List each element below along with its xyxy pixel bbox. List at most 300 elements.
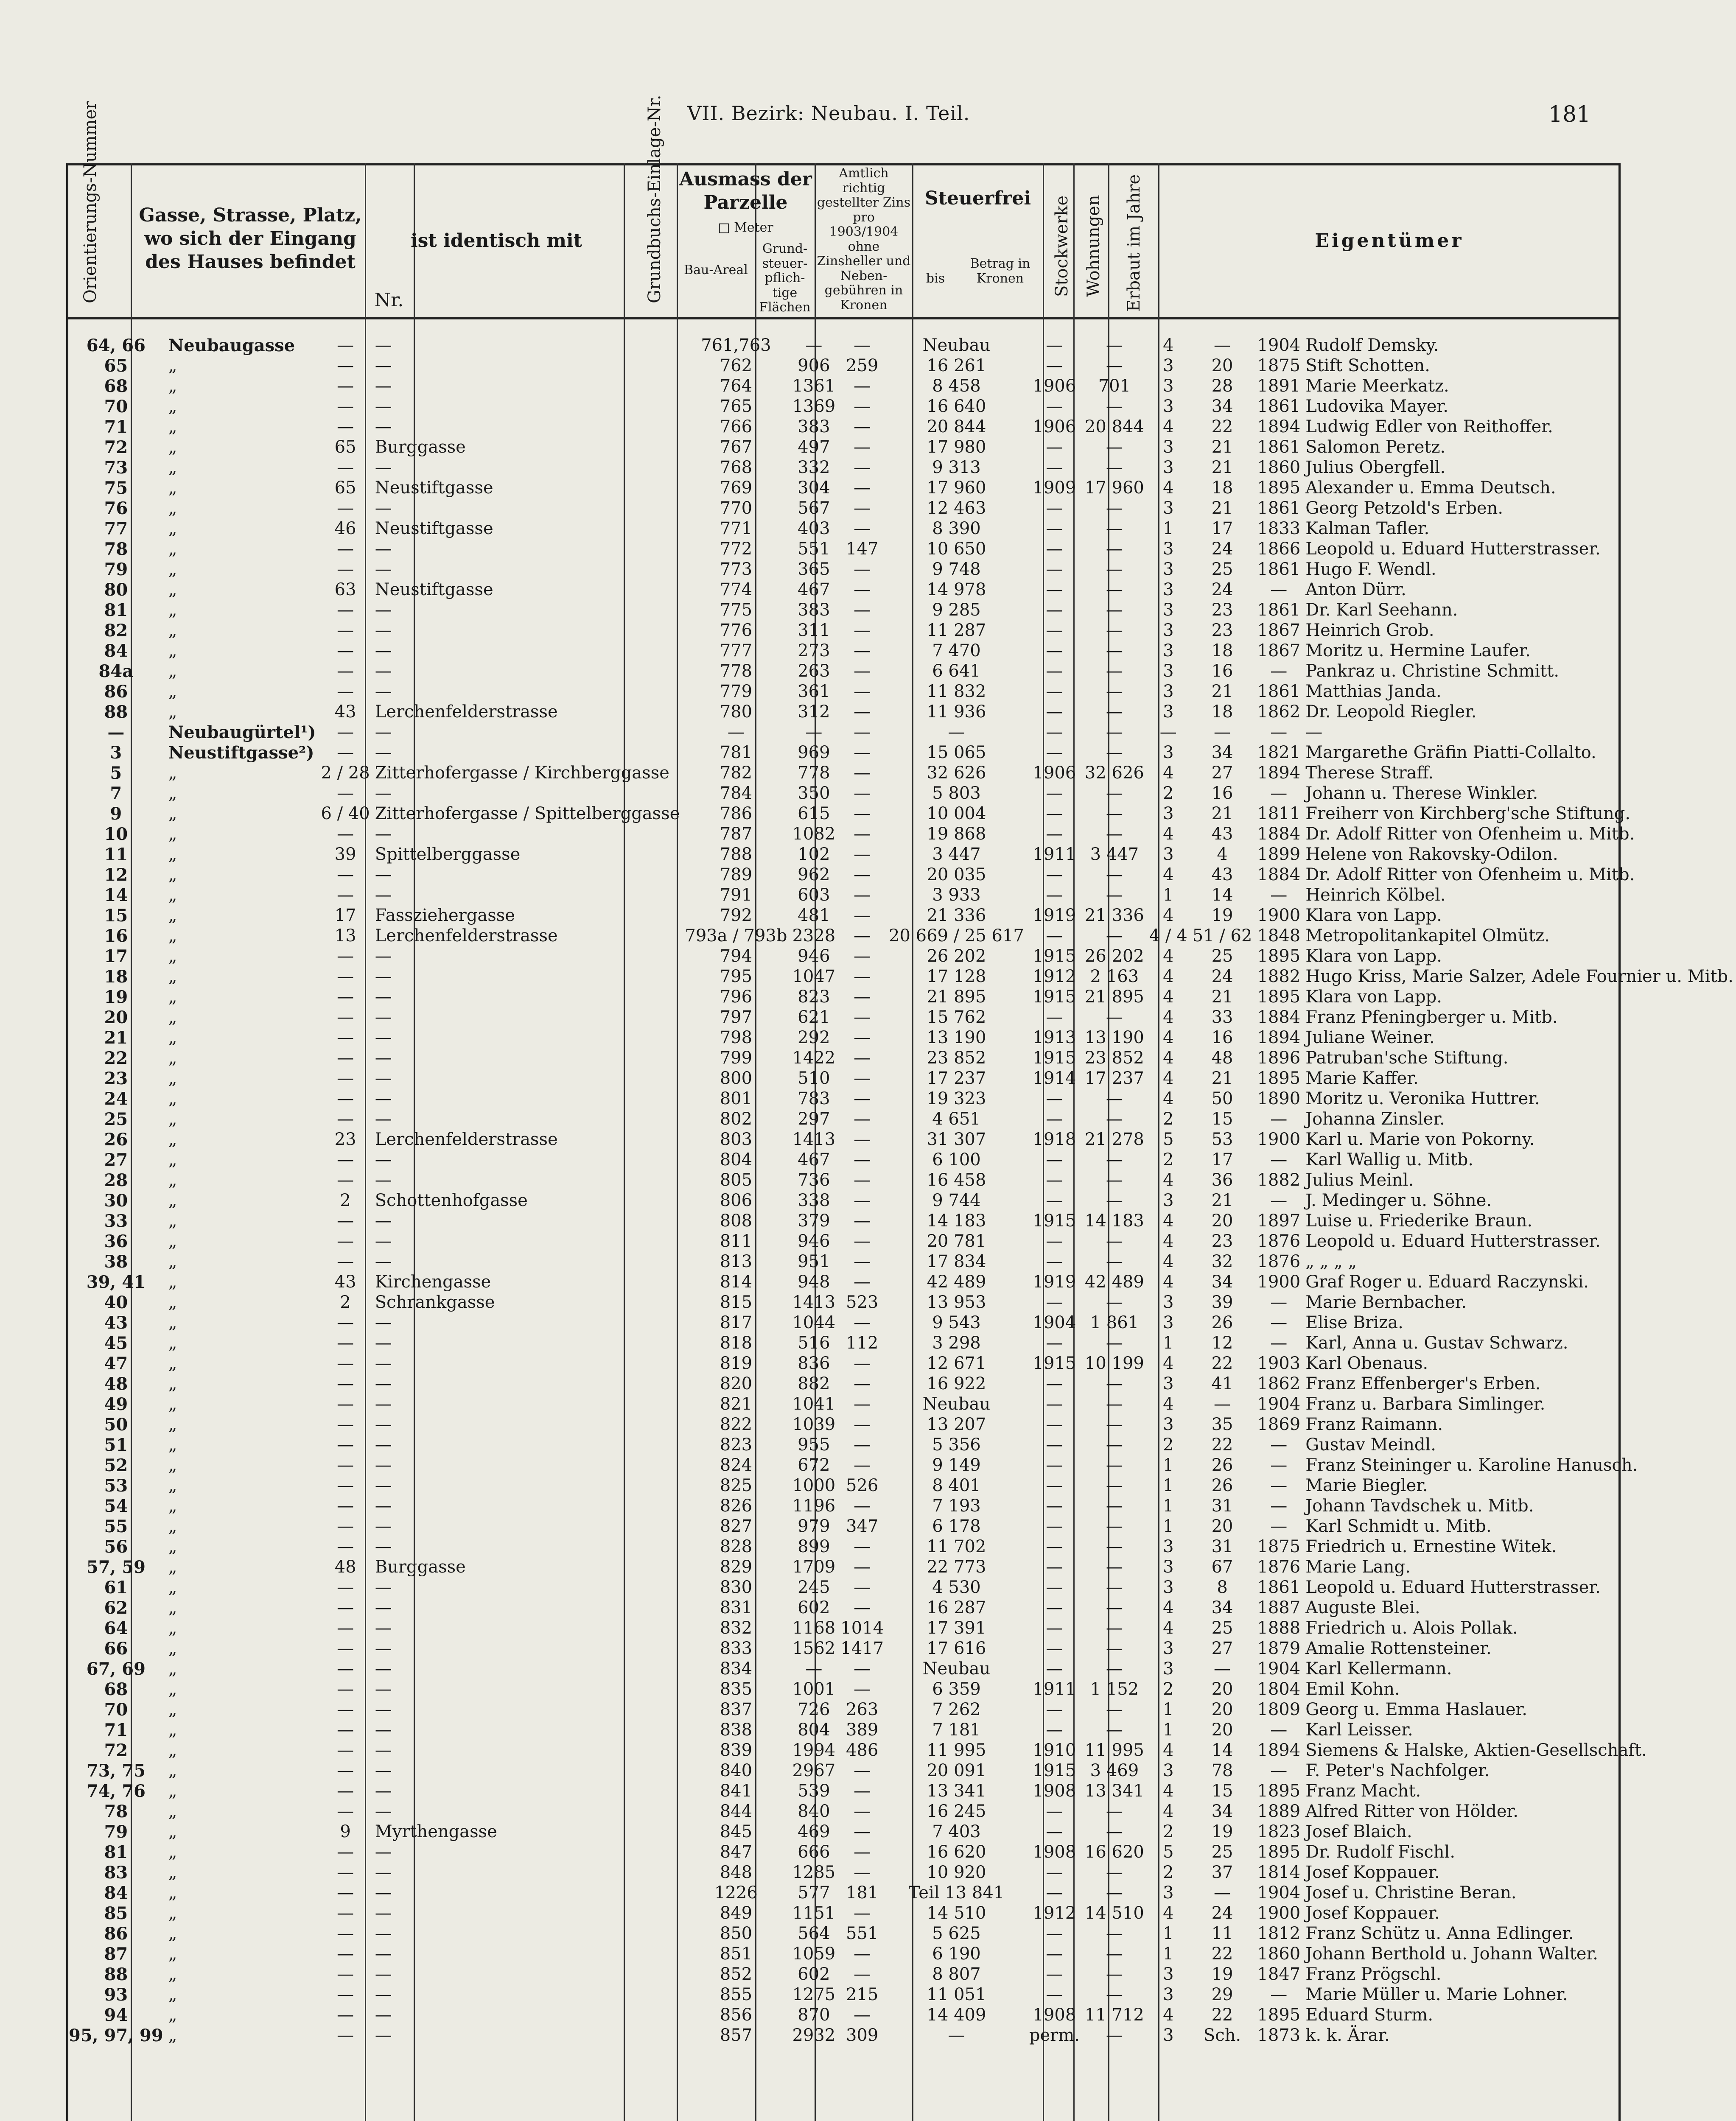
table-row	[66, 1557, 1736, 1577]
cell-wohnungen: 34	[1211, 743, 1233, 762]
cell-zins: 13 207	[927, 1415, 986, 1434]
cell-ident-nr: —	[337, 458, 354, 477]
cell-bau-areal: 481	[798, 906, 830, 925]
cell-zins: 5 803	[932, 783, 981, 803]
cell-eigentuemer: Helene von Rakovsky-Odilon.	[1305, 845, 1558, 864]
cell-wohnungen: 43	[1211, 865, 1233, 884]
cell-wohnungen: 41	[1211, 1374, 1233, 1393]
cell-eigentuemer: Karl, Anna u. Gustav Schwarz.	[1305, 1333, 1568, 1353]
header-grundsteuer: Grund-steuer-pflich-tige Flächen	[759, 241, 811, 315]
cell-ident-strasse: —	[375, 621, 392, 640]
cell-bau-areal: 510	[798, 1069, 830, 1088]
cell-steuerfrei-betrag: —	[1106, 885, 1123, 905]
cell-eigentuemer: Alfred Ritter von Hölder.	[1305, 1802, 1518, 1821]
cell-einlage: 834	[720, 1659, 753, 1679]
cell-eigentuemer: Marie Meerkatz.	[1305, 376, 1449, 396]
header-grundbuch: Grundbuchs-Einlage-Nr.	[645, 95, 664, 303]
cell-wohnungen: 78	[1211, 1761, 1233, 1780]
cell-steuerpflichtig: —	[854, 926, 871, 946]
header-wohnungen: Wohnungen	[1084, 195, 1103, 297]
cell-stockwerke: 4	[1163, 946, 1174, 966]
cell-eigentuemer: Josef Koppauer.	[1305, 1863, 1440, 1882]
cell-erbaut: —	[1270, 1720, 1288, 1740]
cell-gasse: „	[168, 1150, 177, 1170]
cell-stockwerke: 1	[1163, 1476, 1174, 1495]
cell-zins: 17 834	[927, 1252, 986, 1271]
cell-stockwerke: 3	[1163, 458, 1174, 477]
cell-erbaut: 1895	[1257, 1842, 1301, 1862]
cell-zins: 7 193	[932, 1496, 981, 1516]
cell-steuerpflichtig: —	[854, 1089, 871, 1108]
cell-steuerpflichtig: —	[854, 1802, 871, 1821]
cell-einlage: 811	[720, 1231, 753, 1251]
cell-zins: 17 616	[927, 1639, 986, 1658]
cell-steuerfrei-bis: —	[1046, 1089, 1063, 1108]
cell-ident-strasse: Lerchenfelderstrasse	[375, 702, 558, 722]
cell-steuerfrei-bis: —	[1046, 885, 1063, 905]
table-row	[66, 946, 1736, 966]
cell-stockwerke: 4	[1163, 1211, 1174, 1231]
cell-steuerpflichtig: —	[854, 1578, 871, 1597]
cell-steuerfrei-betrag: 1 861	[1090, 1313, 1139, 1332]
cell-erbaut: 1848	[1257, 926, 1301, 946]
cell-eigentuemer: Julius Meinl.	[1305, 1170, 1414, 1190]
cell-ident-nr: —	[337, 1618, 354, 1638]
table-row	[66, 1068, 1736, 1088]
cell-steuerfrei-bis: —	[1046, 1170, 1063, 1190]
cell-stockwerke: 4	[1163, 1354, 1174, 1373]
cell-gasse: „	[168, 1130, 177, 1149]
cell-einlage: 772	[720, 539, 753, 559]
cell-bau-areal: 1001	[792, 1679, 836, 1699]
cell-ident-nr: —	[337, 1985, 354, 2004]
cell-steuerfrei-betrag: —	[1106, 661, 1123, 681]
cell-bau-areal: 1285	[792, 1863, 836, 1882]
cell-bau-areal: 273	[798, 641, 830, 660]
cell-steuerfrei-bis: —	[1046, 1007, 1063, 1027]
cell-eigentuemer: Karl Wallig u. Mitb.	[1305, 1150, 1474, 1170]
table-row	[66, 1638, 1736, 1659]
cell-steuerpflichtig: —	[854, 417, 871, 437]
cell-steuerpflichtig: —	[854, 1272, 871, 1292]
cell-eigentuemer: Klara von Lapp.	[1305, 906, 1442, 925]
cell-steuerpflichtig: —	[854, 743, 871, 762]
cell-bau-areal: 672	[798, 1455, 830, 1475]
cell-zins: 7 262	[932, 1700, 981, 1719]
cell-wohnungen: 17	[1211, 1150, 1233, 1170]
cell-stockwerke: 3	[1163, 621, 1174, 640]
cell-bau-areal: 906	[798, 356, 830, 375]
cell-ident-strasse: —	[375, 1740, 392, 1760]
cell-zins: 3 933	[932, 885, 981, 905]
cell-steuerfrei-betrag: —	[1106, 519, 1123, 538]
cell-steuerpflichtig: —	[854, 458, 871, 477]
cell-steuerpflichtig: —	[854, 967, 871, 986]
cell-steuerfrei-bis: —	[1046, 1639, 1063, 1658]
cell-steuerfrei-betrag: 23 852	[1084, 1048, 1144, 1068]
cell-gasse: „	[168, 1598, 177, 1617]
cell-erbaut: 1814	[1257, 1863, 1301, 1882]
cell-zins: 16 287	[927, 1598, 986, 1617]
cell-zins: 8 458	[932, 376, 981, 396]
cell-bau-areal: 870	[798, 2005, 830, 2025]
cell-bau-areal: 1562	[792, 1639, 836, 1658]
cell-einlage: 817	[720, 1313, 753, 1332]
cell-bau-areal: 2328	[792, 926, 836, 946]
table-row	[66, 926, 1736, 946]
cell-eigentuemer: Margarethe Gräfin Piatti-Collalto.	[1305, 743, 1596, 762]
cell-eigentuemer: Johann u. Therese Winkler.	[1305, 783, 1538, 803]
cell-stockwerke: 4	[1163, 478, 1174, 498]
cell-ident-nr: —	[337, 1394, 354, 1414]
cell-steuerfrei-bis: —	[1046, 1150, 1063, 1170]
cell-ident-strasse: —	[375, 682, 392, 701]
table-row	[66, 2025, 1736, 2045]
cell-erbaut: 1894	[1257, 417, 1301, 437]
cell-stockwerke: 2	[1163, 1435, 1174, 1455]
cell-steuerfrei-betrag: —	[1106, 356, 1123, 375]
table-row	[66, 1516, 1736, 1536]
cell-erbaut: —	[1270, 1455, 1288, 1475]
cell-orientierung: —	[107, 722, 125, 742]
cell-zins: 15 065	[927, 743, 986, 762]
table-row	[66, 437, 1736, 457]
cell-wohnungen: 32	[1211, 1252, 1233, 1271]
cell-erbaut: —	[1270, 1517, 1288, 1536]
cell-stockwerke: 4	[1163, 967, 1174, 986]
cell-ident-nr: —	[337, 1354, 354, 1373]
cell-steuerfrei-betrag: 26 202	[1084, 946, 1144, 966]
cell-wohnungen: 21	[1211, 437, 1233, 457]
cell-steuerpflichtig: —	[854, 1048, 871, 1068]
cell-steuerpflichtig: —	[854, 1537, 871, 1556]
cell-steuerfrei-betrag: —	[1106, 458, 1123, 477]
cell-orientierung: 72	[104, 437, 128, 457]
cell-steuerfrei-bis: —	[1046, 1537, 1063, 1556]
cell-erbaut: 1891	[1257, 376, 1301, 396]
cell-steuerfrei-bis: 1914	[1033, 1069, 1076, 1088]
cell-gasse: „	[168, 539, 177, 559]
cell-ident-strasse: —	[375, 1089, 392, 1108]
cell-bau-areal: 836	[798, 1354, 830, 1373]
cell-einlage: 789	[720, 865, 753, 884]
cell-ident-nr: —	[337, 1537, 354, 1556]
cell-steuerfrei-betrag: 701	[1098, 376, 1131, 396]
cell-steuerfrei-bis: —	[1046, 1863, 1063, 1882]
cell-ident-nr: —	[337, 987, 354, 1007]
header-stockwerke: Stockwerke	[1052, 195, 1072, 297]
cell-stockwerke: 3	[1163, 437, 1174, 457]
cell-orientierung: 27	[104, 1150, 128, 1170]
cell-stockwerke: 3	[1163, 1415, 1174, 1434]
table-row	[66, 1251, 1736, 1272]
cell-eigentuemer: Emil Kohn.	[1305, 1679, 1400, 1699]
cell-steuerfrei-betrag: —	[1106, 1863, 1123, 1882]
cell-ident-strasse: —	[375, 600, 392, 620]
cell-orientierung: 23	[104, 1068, 128, 1088]
cell-ident-strasse: —	[375, 1394, 392, 1414]
cell-erbaut: —	[1270, 661, 1288, 681]
cell-einlage: 825	[720, 1476, 753, 1495]
cell-stockwerke: 3	[1163, 1964, 1174, 1984]
cell-stockwerke: 1	[1163, 1924, 1174, 1943]
table-row	[66, 1536, 1736, 1557]
cell-einlage: 850	[720, 1924, 753, 1943]
cell-ident-nr: —	[337, 1740, 354, 1760]
cell-steuerfrei-betrag: —	[1106, 397, 1123, 416]
cell-gasse: „	[168, 1700, 177, 1719]
cell-erbaut: 1804	[1257, 1679, 1301, 1699]
cell-ident-nr: 6 / 40	[321, 804, 370, 823]
cell-orientierung: 76	[104, 498, 128, 518]
table-row	[66, 966, 1736, 987]
cell-orientierung: 33	[104, 1211, 128, 1231]
cell-einlage: 857	[720, 2026, 753, 2045]
cell-zins: 14 510	[927, 1903, 986, 1923]
cell-bau-areal: 804	[798, 1720, 830, 1740]
cell-steuerfrei-betrag: —	[1106, 1089, 1123, 1108]
cell-ident-strasse: —	[375, 376, 392, 396]
cell-bau-areal: 467	[798, 1150, 830, 1170]
cell-steuerpflichtig: —	[854, 478, 871, 498]
cell-steuerfrei-bis: —	[1046, 1944, 1063, 1964]
cell-erbaut: 1809	[1257, 1700, 1301, 1719]
cell-einlage: 775	[720, 600, 753, 620]
header-meter: □ Meter	[718, 220, 773, 235]
cell-steuerpflichtig: —	[854, 1394, 871, 1414]
cell-gasse: Neustiftgasse²)	[168, 742, 314, 763]
cell-ident-strasse: Burggasse	[375, 437, 466, 457]
cell-steuerpflichtig: —	[854, 1679, 871, 1699]
cell-gasse: „	[168, 1109, 177, 1129]
cell-orientierung: 21	[104, 1027, 128, 1048]
cell-ident-nr: —	[337, 498, 354, 518]
table-row	[66, 1577, 1736, 1598]
cell-wohnungen: 23	[1211, 600, 1233, 620]
cell-ident-strasse: —	[375, 641, 392, 660]
cell-steuerpflichtig: —	[854, 1659, 871, 1679]
cell-steuerfrei-bis: —	[1046, 926, 1063, 946]
cell-ident-strasse: —	[375, 1252, 392, 1271]
cell-bau-areal: 332	[798, 458, 830, 477]
cell-steuerpflichtig: —	[854, 1028, 871, 1047]
cell-bau-areal: 304	[798, 478, 830, 498]
cell-einlage: 828	[720, 1537, 753, 1556]
cell-zins: 20 844	[927, 417, 986, 437]
cell-einlage: 771	[720, 519, 753, 538]
cell-ident-nr: —	[337, 1211, 354, 1231]
cell-zins: Neubau	[922, 1394, 991, 1414]
cell-steuerfrei-betrag: 1 152	[1090, 1679, 1139, 1699]
cell-steuerpflichtig: —	[854, 580, 871, 599]
cell-erbaut: —	[1270, 1761, 1288, 1780]
cell-gasse: „	[168, 1069, 177, 1088]
cell-bau-areal: —	[805, 1659, 823, 1679]
cell-ident-strasse: —	[375, 1578, 392, 1597]
cell-ident-nr: 13	[334, 926, 356, 946]
cell-wohnungen: 22	[1211, 2005, 1233, 2025]
cell-steuerpflichtig: 1417	[840, 1639, 884, 1658]
cell-bau-areal: 2967	[792, 1761, 836, 1780]
cell-eigentuemer: Patruban'sche Stiftung.	[1305, 1048, 1509, 1068]
cell-ident-strasse: —	[375, 336, 392, 355]
cell-steuerfrei-bis: —	[1046, 1374, 1063, 1393]
cell-ident-nr: —	[337, 1679, 354, 1699]
cell-erbaut: 1887	[1257, 1598, 1301, 1617]
cell-orientierung: 9	[110, 803, 122, 824]
cell-ident-nr: —	[337, 1781, 354, 1801]
cell-wohnungen: 20	[1211, 1679, 1233, 1699]
cell-ident-nr: —	[337, 1720, 354, 1740]
cell-stockwerke: 5	[1163, 1842, 1174, 1862]
cell-steuerfrei-betrag: —	[1106, 783, 1123, 803]
cell-bau-areal: 1059	[792, 1944, 836, 1964]
cell-orientierung: 18	[104, 966, 128, 987]
cell-steuerfrei-betrag: 17 960	[1084, 478, 1144, 498]
cell-ident-strasse: —	[375, 1761, 392, 1780]
cell-ident-nr: —	[337, 560, 354, 579]
cell-ident-strasse: —	[375, 1435, 392, 1455]
cell-stockwerke: 3	[1163, 498, 1174, 518]
cell-einlage: 823	[720, 1435, 753, 1455]
cell-erbaut: 1900	[1257, 1130, 1301, 1149]
cell-ident-nr: —	[337, 1496, 354, 1516]
table-row	[66, 2005, 1736, 2025]
table-row	[66, 1842, 1736, 1862]
cell-erbaut: 1888	[1257, 1618, 1301, 1638]
cell-erbaut: 1895	[1257, 1069, 1301, 1088]
cell-erbaut: 1861	[1257, 600, 1301, 620]
cell-stockwerke: 4	[1163, 1618, 1174, 1638]
cell-einlage: 832	[720, 1618, 753, 1638]
table-row	[66, 600, 1736, 620]
table-row	[66, 1292, 1736, 1312]
header-betrag: Betrag in Kronen	[970, 256, 1030, 286]
cell-einlage: 822	[720, 1415, 753, 1434]
cell-wohnungen: —	[1214, 336, 1231, 355]
cell-einlage: 800	[720, 1069, 753, 1088]
cell-ident-nr: —	[337, 1028, 354, 1047]
cell-ident-strasse: —	[375, 1069, 392, 1088]
table-row	[66, 763, 1736, 783]
cell-steuerfrei-bis: —	[1046, 1252, 1063, 1271]
table-row	[66, 1720, 1736, 1740]
cell-steuerfrei-betrag: —	[1106, 2026, 1123, 2045]
cell-steuerpflichtig: —	[854, 885, 871, 905]
cell-orientierung: 73, 75	[86, 1760, 146, 1781]
cell-steuerfrei-betrag: —	[1106, 1598, 1123, 1617]
cell-erbaut: 1876	[1257, 1557, 1301, 1577]
cell-eigentuemer: Alexander u. Emma Deutsch.	[1305, 478, 1556, 498]
cell-einlage: 819	[720, 1354, 753, 1373]
cell-ident-strasse: —	[375, 1109, 392, 1129]
cell-erbaut: 1894	[1257, 763, 1301, 783]
cell-steuerfrei-bis: —	[1046, 1700, 1063, 1719]
cell-bau-areal: 467	[798, 580, 830, 599]
cell-zins: Teil 13 841	[908, 1883, 1005, 1903]
table-row	[66, 844, 1736, 865]
cell-steuerpflichtig: 551	[846, 1924, 879, 1943]
cell-ident-strasse: —	[375, 865, 392, 884]
header-gasse: Gasse, Strasse, Platz, wo sich der Eingang des Hauses befindet	[139, 204, 362, 273]
cell-stockwerke: 3	[1163, 1639, 1174, 1658]
cell-steuerfrei-bis: —	[1046, 437, 1063, 457]
cell-gasse: „	[168, 560, 177, 579]
cell-steuerfrei-betrag: —	[1106, 1964, 1123, 1984]
table-row	[66, 1944, 1736, 1964]
cell-steuerpflichtig: —	[854, 1109, 871, 1129]
cell-bau-areal: 311	[798, 621, 830, 640]
cell-einlage: 768	[720, 458, 753, 477]
cell-steuerfrei-betrag: —	[1106, 539, 1123, 559]
cell-ident-strasse: —	[375, 783, 392, 803]
cell-eigentuemer: Kalman Tafler.	[1305, 519, 1430, 538]
cell-gasse: „	[168, 1007, 177, 1027]
cell-eigentuemer: Luise u. Friederike Braun.	[1305, 1211, 1533, 1231]
cell-orientierung: 7	[110, 783, 122, 803]
cell-wohnungen: 20	[1211, 356, 1233, 375]
cell-gasse: „	[168, 1618, 177, 1638]
cell-gasse: „	[168, 1415, 177, 1434]
cell-steuerpflichtig: —	[854, 845, 871, 864]
cell-bau-areal: 551	[798, 539, 830, 559]
cell-orientierung: 64, 66	[86, 335, 146, 355]
cell-steuerfrei-bis: —	[1046, 519, 1063, 538]
cell-ident-strasse: —	[375, 1455, 392, 1475]
cell-steuerfrei-bis: 1911	[1033, 845, 1076, 864]
cell-bau-areal: 379	[798, 1211, 830, 1231]
cell-ident-nr: —	[337, 1578, 354, 1597]
cell-ident-strasse: —	[375, 967, 392, 986]
cell-eigentuemer: Hugo Kriss, Marie Salzer, Adele Fournier u. Mitb.	[1305, 967, 1733, 986]
table-row	[66, 518, 1736, 539]
cell-orientierung: 78	[104, 539, 128, 559]
cell-eigentuemer: Elise Briza.	[1305, 1313, 1403, 1332]
cell-wohnungen: —	[1214, 722, 1231, 742]
cell-stockwerke: 3	[1163, 743, 1174, 762]
cell-ident-nr: —	[337, 1842, 354, 1862]
cell-steuerfrei-betrag: —	[1106, 1618, 1123, 1638]
cell-zins: 17 960	[927, 478, 986, 498]
cell-ident-strasse: —	[375, 1048, 392, 1068]
cell-steuerfrei-bis: 1919	[1033, 1272, 1076, 1292]
table-row	[66, 579, 1736, 600]
cell-einlage: 765	[720, 397, 753, 416]
cell-erbaut: —	[1270, 1313, 1288, 1332]
cell-orientierung: 47	[104, 1353, 128, 1374]
cell-gasse: „	[168, 397, 177, 416]
cell-wohnungen: 43	[1211, 824, 1233, 844]
cell-ident-nr: —	[337, 1435, 354, 1455]
cell-wohnungen: 22	[1211, 1354, 1233, 1373]
cell-orientierung: 65	[104, 355, 128, 376]
cell-einlage: 824	[720, 1455, 753, 1475]
cell-bau-areal: 726	[798, 1700, 830, 1719]
cell-ident-strasse: —	[375, 1028, 392, 1047]
table-row	[66, 457, 1736, 478]
cell-gasse: „	[168, 967, 177, 986]
cell-ident-nr: —	[337, 641, 354, 660]
cell-gasse: „	[168, 1517, 177, 1536]
cell-steuerfrei-bis: —	[1046, 702, 1063, 722]
cell-orientierung: 56	[104, 1536, 128, 1557]
cell-zins: 3 298	[932, 1333, 981, 1353]
cell-steuerpflichtig: —	[854, 1007, 871, 1027]
cell-stockwerke: 4	[1163, 1007, 1174, 1027]
cell-ident-nr: —	[337, 1048, 354, 1068]
cell-bau-areal: 1039	[792, 1415, 836, 1434]
cell-zins: 32 626	[927, 763, 986, 783]
